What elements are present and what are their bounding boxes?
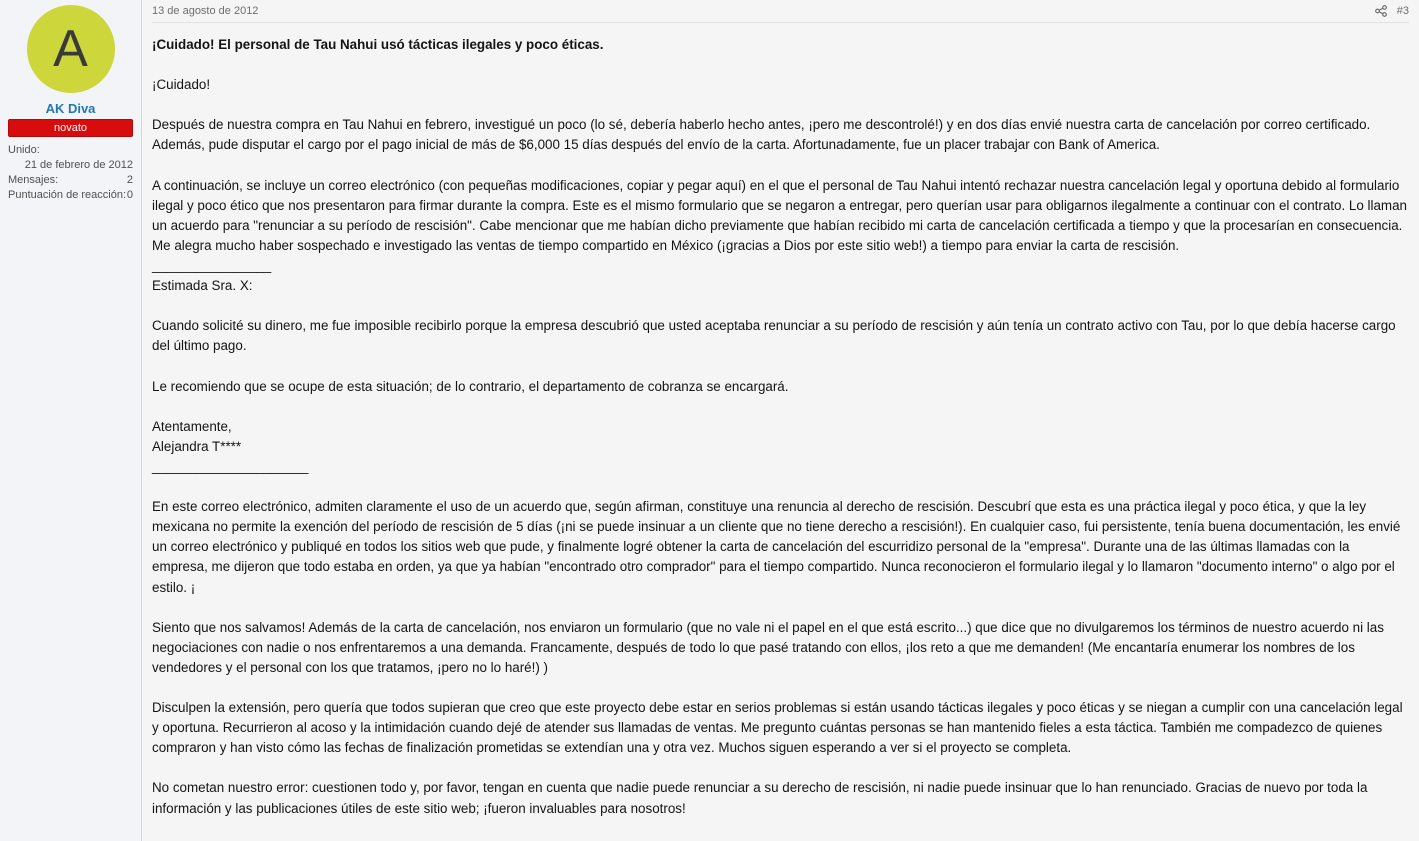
email-signature-block (152, 417, 1409, 477)
divider-line: _____________________ (152, 458, 309, 474)
messages-value: 2 (126, 174, 133, 186)
post-number-link[interactable]: #3 (1396, 5, 1409, 17)
post-body (152, 23, 1409, 819)
messages-label: Mensajes: (8, 174, 59, 186)
user-info-panel (0, 0, 142, 841)
paragraph: ¡Cuidado! (152, 77, 211, 93)
post-actions (1375, 5, 1409, 17)
user-title-badge: novato (8, 119, 133, 137)
email-signature: Alejandra T**** (152, 438, 242, 454)
paragraph-text: A continuación, se incluye un correo electrónico (con pequeñas modificaciones, copiar y pegar aquí) en el que el personal de Tau Nahui intentó rechazar nuestra cancelación legal y oportuna debido al formulario ilegal y poco ético que nos presentaron para firmar durante la compra. Este es el mismo formulario que se negaron a entregar, pero querían usar para obligarnos ilegalmente a continuar con el contrato. Lo llaman un acuerdo para "renunciar a su período de rescisión". Cabe mencionar que me habían dicho previamente que habían recibido mi carta de cancelación certificada a tiempo y que la procesarían en consecuencia. Me alegra mucho haber sospechado e investigado las ventas de tiempo compartido en México (¡gracias a Dios por este sitio web!) a tiempo para enviar la carta de rescisión. (152, 177, 1407, 253)
post-header (152, 0, 1409, 23)
email-intro (152, 176, 1409, 297)
paragraph: Cuando solicité su dinero, me fue imposible recibirlo porque la empresa descubrió que usted aceptaba renunciar a su período de rescisión y aún tenía un contrato activo con Tau, por lo que debía hacerse cargo del último pago. (152, 318, 1396, 354)
joined-label: Unido: (8, 144, 40, 156)
email-closing: Atentamente, (152, 418, 232, 434)
messages-row (8, 173, 133, 188)
paragraph: Después de nuestra compra en Tau Nahui en febrero, investigué un poco (lo sé, debería haberlo hecho antes, ¡pero me descontrolé!) y en dos días envié nuestra carta de cancelación por correo certificado. Además, pude disputar el cargo por el pago inicial de más de $6,000 15 días después del envío de la carta. Afortunadamente, fue un placer trabajar con Bank of America. (152, 117, 1371, 153)
post-date[interactable]: 13 de agosto de 2012 (152, 5, 259, 17)
post-main (142, 0, 1419, 841)
reaction-label: Puntuación de reacción: (8, 189, 127, 201)
joined-value: 21 de febrero de 2012 (24, 159, 133, 171)
reaction-row (8, 188, 133, 203)
username-link[interactable]: AK Diva (45, 101, 96, 116)
avatar[interactable]: A (27, 5, 115, 93)
email-greeting: Estimada Sra. X: (152, 278, 253, 294)
reaction-value: 0 (126, 189, 133, 201)
paragraph: Disculpen la extensión, pero quería que todos supieran que creo que este proyecto debe estar en serios problemas si están usando tácticas ilegales y poco éticas y se niegan a cumplir con una cancelación legal y oportuna. Recurrieron al acoso y la intimidación cuando dejé de atender sus llamadas de ventas. Me pregunto cuántas personas se han mantenido fieles a esta táctica. También me compadezco de quienes compraron y han visto cómo las fechas de finalización prometidas se extendían una y otra vez. Muchos siguen esperando a ver si el proyecto se completa. (152, 700, 1403, 756)
paragraph: No cometan nuestro error: cuestionen todo y, por favor, tengan en cuenta que nadie puede renunciar a su derecho de rescisión, ni nadie puede insinuar que lo han renunciado. Gracias de nuevo por toda la información y las publicaciones útiles de este sitio web; ¡fueron invaluables para nosotros! (152, 780, 1368, 816)
share-icon[interactable] (1375, 5, 1387, 17)
divider-line: ________________ (152, 258, 272, 274)
user-stats (0, 137, 141, 203)
paragraph: Le recomiendo que se ocupe de esta situación; de lo contrario, el departamento de cobranza se encargará. (152, 378, 789, 394)
post-title: ¡Cuidado! El personal de Tau Nahui usó tácticas ilegales y poco éticas. (152, 37, 604, 52)
paragraph: Siento que nos salvamos! Además de la carta de cancelación, nos enviaron un formulario (que no vale ni el papel en el que está escrito...) que dice que no divulgaremos los términos de nuestro acuerdo ni las negociaciones con nadie o nos enfrentaremos a una demanda. Francamente, después de todo lo que pasé tratando con ellos, ¡los reto a que me demanden! (Me encantaría enumerar los nombres de los vendedores y el personal con los que tratamos, ¡pero no lo haré!) ) (152, 619, 1384, 675)
paragraph: En este correo electrónico, admiten claramente el uso de un acuerdo que, según afirman, constituye una renuncia al derecho de rescisión. Descubrí que esta es una práctica ilegal y poco ética, y que la ley mexicana no permite la exención del período de rescisión de 5 días (¡ni se puede insinuar a un cliente que no tiene derecho a rescisión!). En cualquier caso, fui persistente, tenía buena documentación, les envié un correo electrónico y publiqué en todos los sitios web que pude, y finalmente logré obtener la carta de cancelación del escurridizo personal de la "empresa". Durante una de las últimas llamadas con la empresa, me dijeron que todo estaba en orden, ya que ya habían "encontrado otro comprador" para el tiempo compartido. Nunca reconocieron el formulario ilegal y lo llamaron "documento interno" o algo por el estilo. ¡ (152, 499, 1401, 595)
